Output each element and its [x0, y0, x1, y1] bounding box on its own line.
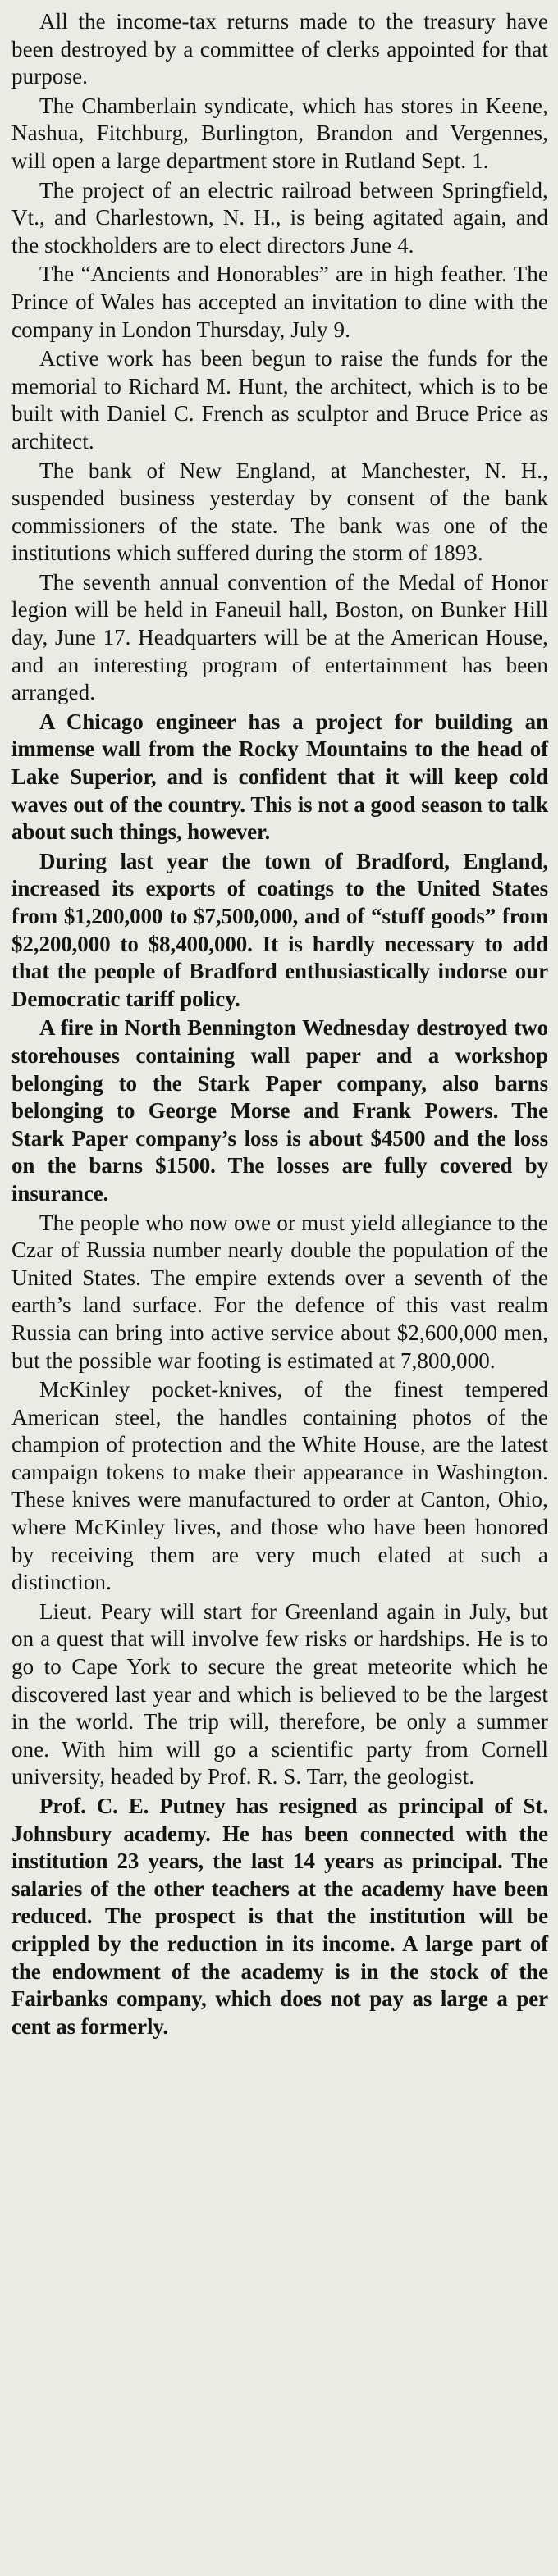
- news-item-putney-resigns: Prof. C. E. Putney has resigned as principal of St. Johnsbury academy. He has been connected with the institution 23 years, the last 14 years as principal. The salaries of the other teachers at the academy have been reduced. The prospect is that the institution will be crippled by the reduction in its income. A large part of the endowment of the academy is in the stock of the Fairbanks company, which does not pay as large a per cent as formerly.: [11, 1794, 548, 2039]
- news-item-north-bennington-fire: A fire in North Bennington Wednesday destroyed two storehouses containing wall paper and a workshop belonging to the Stark Paper company, also barns belonging to George Morse and Frank Powers. The Stark Paper company’s loss is about $4500 and the loss on the barns $1500. The losses are fully covered by insurance.: [11, 1015, 548, 1206]
- news-item-czar-russia: The people who now owe or must yield allegiance to the Czar of Russia number nearly double the population of the United States. The empire extends over a seventh of the earth’s land surface. For the defence of this vast realm Russia can bring into active service about $2,600,000 men, but the possible war footing is estimated at 7,800,000.: [11, 1210, 548, 1373]
- news-item-bradford-exports: During last year the town of Bradford, England, increased its exports of coatings to the United States from $1,200,000 to $7,500,000, and of “stuff goods” from $2,200,000 to $8,400,000. It is hardly necessary to add that the people of Bradford enthusiastically indorse our Democratic tariff policy.: [11, 848, 548, 1011]
- news-item-ancients-honorables: The “Ancients and Honorables” are in high feather. The Prince of Wales has accepted an invitation to dine with the company in London Thursday, July 9.: [11, 262, 548, 342]
- news-item-electric-railroad: The project of an electric railroad between Springfield, Vt., and Charlestown, N. H., is being agitated again, and the stockholders are to elect directors June 4.: [11, 177, 548, 258]
- news-item-chicago-wall: A Chicago engineer has a project for building an immense wall from the Rocky Mountains to the head of Lake Superior, and is confident that it will keep cold waves out of the country. This is not a good season to talk about such things, however.: [11, 709, 548, 845]
- news-item-medal-of-honor: The seventh annual convention of the Medal of Honor legion will be held in Faneuil hall, Boston, on Bunker Hill day, June 17. Headquarters will be at the American House, and an interesting program of entertainment has been arranged.: [11, 569, 548, 705]
- news-item-mckinley-knives: McKinley pocket-knives, of the finest tempered American steel, the handles containing photos of the champion of protection and the White House, are the latest campaign tokens to make their appearance in Washington. These knives were manufactured to order at Canton, Ohio, where McKinley lives, and those who have been honored by receiving them are very much elated at such a distinction.: [11, 1377, 548, 1595]
- news-item-bank-new-england: The bank of New England, at Manchester, N. H., suspended business yesterday by consent of the bank commissioners of the state. The bank was one of the institutions which suffered during the storm of 1893.: [11, 458, 548, 566]
- news-item-chamberlain-syndicate: The Chamberlain syndicate, which has stores in Keene, Nashua, Fitchburg, Burlington, Brandon and Vergennes, will open a large department store in Rutland Sept. 1.: [11, 93, 548, 173]
- news-item-peary-greenland: Lieut. Peary will start for Greenland again in July, but on a quest that will involve few risks or hardships. He is to go to Cape York to secure the great meteorite which he discovered last year and which is believed to be the largest in the world. The trip will, therefore, be only a summer one. With him will go a scientific party from Cornell university, headed by Prof. R. S. Tarr, the geologist.: [11, 1598, 548, 1790]
- news-item-income-tax: All the income-tax returns made to the treasury have been destroyed by a committee of clerks appointed for that purpose.: [11, 9, 548, 89]
- news-item-hunt-memorial: Active work has been begun to raise the funds for the memorial to Richard M. Hunt, the architect, which is to be built with Daniel C. French as sculptor and Bruce Price as architect.: [11, 346, 548, 454]
